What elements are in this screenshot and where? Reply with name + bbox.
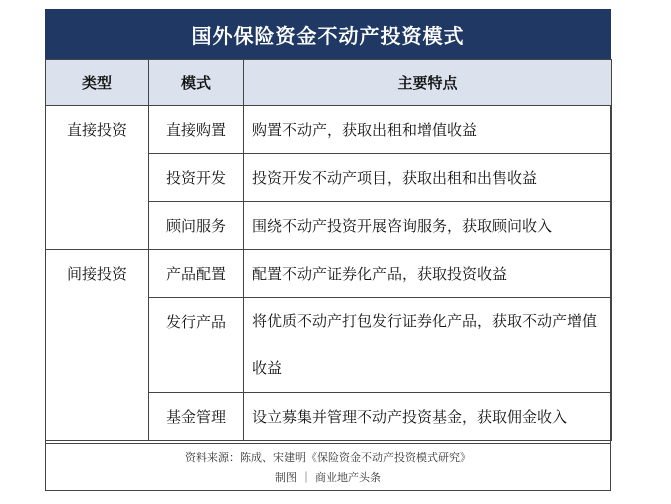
table-row (46, 106, 612, 154)
mode-cell: 产品配置 (149, 250, 244, 298)
table-row (46, 154, 612, 202)
table-row (46, 393, 612, 441)
feature-cell: 将优质不动产打包发行证券化产品，获取不动产增值收益 (244, 298, 612, 393)
feature-cell: 投资开发不动产项目，获取出租和出售收益 (244, 154, 612, 202)
table-footer (45, 443, 611, 491)
mode-cell: 顾问服务 (149, 202, 244, 250)
mode-cell: 直接购置 (149, 106, 244, 154)
type-cell (46, 154, 149, 202)
header-features: 主要特点 (244, 60, 612, 106)
table-row (46, 298, 612, 393)
mode-cell: 发行产品 (149, 298, 244, 393)
feature-cell: 配置不动产证券化产品，获取投资收益 (244, 250, 612, 298)
type-cell: 直接投资 (46, 106, 149, 154)
feature-cell: 围绕不动产投资开展咨询服务，获取顾问收入 (244, 202, 612, 250)
type-cell: 间接投资 (46, 250, 149, 298)
investment-modes-table (45, 59, 612, 441)
type-cell (46, 393, 149, 441)
table-title: 国外保险资金不动产投资模式 (45, 9, 611, 59)
mode-cell: 投资开发 (149, 154, 244, 202)
type-cell (46, 202, 149, 250)
type-cell (46, 298, 149, 393)
header-row (46, 60, 612, 106)
header-type: 类型 (46, 60, 149, 106)
feature-cell: 设立募集并管理不动产投资基金，获取佣金收入 (244, 393, 612, 441)
table-row (46, 250, 612, 298)
credit-note: 制图 ｜ 商业地产头条 (275, 470, 381, 484)
source-note: 资料来源：陈成、宋建明《保险资金不动产投资模式研究》 (185, 450, 471, 464)
header-mode: 模式 (149, 60, 244, 106)
feature-cell: 购置不动产，获取出租和增值收益 (244, 106, 612, 154)
table-row (46, 202, 612, 250)
mode-cell: 基金管理 (149, 393, 244, 441)
